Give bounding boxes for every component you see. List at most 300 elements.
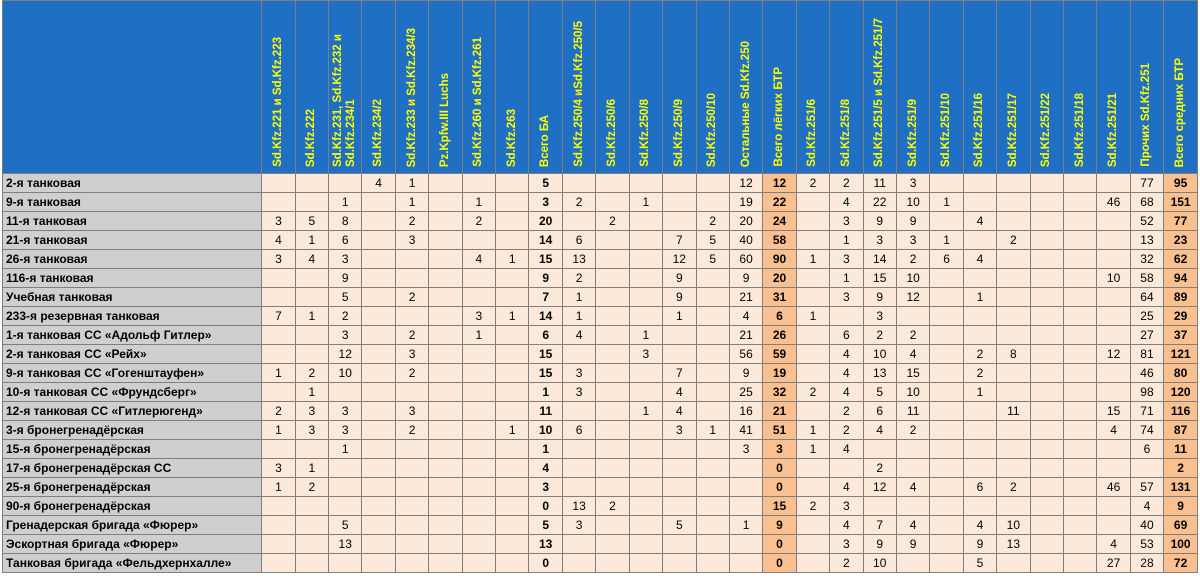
value-cell: 71: [1130, 402, 1163, 421]
value-cell: 3: [329, 250, 362, 269]
value-cell: [997, 364, 1030, 383]
value-cell: [462, 269, 495, 288]
value-cell: [930, 212, 963, 231]
value-cell: [796, 288, 829, 307]
value-cell: 1: [329, 193, 362, 212]
value-cell: [429, 478, 462, 497]
btr-distribution-table: [2, 0, 1198, 573]
value-cell: [729, 459, 762, 478]
value-cell: [1063, 516, 1096, 535]
value-cell: [629, 516, 662, 535]
column-header: [997, 1, 1030, 174]
value-cell: 1: [796, 421, 829, 440]
column-header: [796, 1, 829, 174]
value-cell: 9: [729, 269, 762, 288]
unit-name-cell: 21-я танковая: [3, 231, 262, 250]
value-cell: [796, 231, 829, 250]
value-cell: 7: [663, 231, 696, 250]
value-cell: [896, 440, 929, 459]
value-cell: [629, 307, 662, 326]
value-cell: [496, 364, 529, 383]
value-cell: [1063, 193, 1096, 212]
value-cell: [362, 288, 395, 307]
value-cell: [696, 459, 729, 478]
value-cell: 4: [896, 478, 929, 497]
value-cell: [663, 440, 696, 459]
value-cell: [1063, 383, 1096, 402]
value-cell: [1063, 326, 1096, 345]
value-cell: [629, 554, 662, 573]
value-cell: 1: [262, 478, 295, 497]
value-cell: [796, 193, 829, 212]
column-header: [596, 1, 629, 174]
value-cell: [963, 326, 996, 345]
total-cell: 20: [529, 212, 562, 231]
value-cell: [596, 421, 629, 440]
value-cell: [362, 250, 395, 269]
value-cell: [1097, 364, 1130, 383]
total-cell: 121: [1164, 345, 1198, 364]
value-cell: [997, 288, 1030, 307]
value-cell: [930, 459, 963, 478]
value-cell: 1: [395, 193, 428, 212]
value-cell: [262, 174, 295, 193]
unit-name-cell: 1-я танковая СС «Адольф Гитлер»: [3, 326, 262, 345]
value-cell: [696, 402, 729, 421]
column-header: [1097, 1, 1130, 174]
total-cell: 3: [529, 193, 562, 212]
value-cell: 1: [663, 307, 696, 326]
value-cell: [362, 554, 395, 573]
value-cell: 10: [329, 364, 362, 383]
value-cell: [429, 459, 462, 478]
value-cell: [362, 269, 395, 288]
value-cell: 1: [295, 459, 328, 478]
column-header: [1063, 1, 1096, 174]
value-cell: [1097, 383, 1130, 402]
value-cell: [262, 193, 295, 212]
total-cell: 22: [763, 193, 796, 212]
value-cell: [629, 288, 662, 307]
value-cell: 12: [1097, 345, 1130, 364]
value-cell: [596, 326, 629, 345]
value-cell: [963, 269, 996, 288]
table-row: [3, 364, 1198, 383]
value-cell: [930, 174, 963, 193]
column-header-label: Всего средних БТР: [1174, 57, 1187, 167]
value-cell: [930, 402, 963, 421]
value-cell: [295, 288, 328, 307]
value-cell: 2: [896, 326, 929, 345]
value-cell: 77: [1130, 174, 1163, 193]
value-cell: 13: [562, 250, 595, 269]
value-cell: 3: [896, 231, 929, 250]
value-cell: [629, 250, 662, 269]
value-cell: [295, 269, 328, 288]
unit-name-cell: 90-я бронегренадёрская: [3, 497, 262, 516]
value-cell: 16: [729, 402, 762, 421]
value-cell: [729, 478, 762, 497]
value-cell: [997, 193, 1030, 212]
total-cell: 58: [763, 231, 796, 250]
value-cell: 5: [663, 516, 696, 535]
value-cell: 46: [1097, 193, 1130, 212]
value-cell: 2: [796, 174, 829, 193]
value-cell: [429, 535, 462, 554]
total-cell: 15: [529, 345, 562, 364]
value-cell: 2: [262, 402, 295, 421]
total-cell: 87: [1164, 421, 1198, 440]
value-cell: 11: [863, 174, 896, 193]
value-cell: [462, 383, 495, 402]
value-cell: 4: [896, 345, 929, 364]
value-cell: [496, 174, 529, 193]
value-cell: [629, 440, 662, 459]
value-cell: [663, 497, 696, 516]
value-cell: [696, 345, 729, 364]
value-cell: [362, 402, 395, 421]
value-cell: [930, 478, 963, 497]
value-cell: 14: [863, 250, 896, 269]
column-header: [863, 1, 896, 174]
value-cell: 3: [262, 459, 295, 478]
total-cell: 4: [529, 459, 562, 478]
value-cell: 4: [729, 307, 762, 326]
value-cell: [562, 174, 595, 193]
column-header-label: Прочих Sd.Kfz.251: [1140, 63, 1153, 167]
value-cell: [1030, 174, 1063, 193]
value-cell: [997, 421, 1030, 440]
value-cell: [429, 421, 462, 440]
value-cell: [429, 250, 462, 269]
value-cell: [362, 212, 395, 231]
value-cell: [462, 231, 495, 250]
value-cell: [362, 516, 395, 535]
value-cell: [295, 174, 328, 193]
value-cell: 4: [462, 250, 495, 269]
value-cell: 9: [896, 535, 929, 554]
value-cell: 11: [997, 402, 1030, 421]
table-row: [3, 174, 1198, 193]
value-cell: [362, 459, 395, 478]
value-cell: 1: [796, 440, 829, 459]
value-cell: 10: [863, 554, 896, 573]
value-cell: [462, 459, 495, 478]
value-cell: [496, 497, 529, 516]
value-cell: 6: [329, 231, 362, 250]
value-cell: 40: [729, 231, 762, 250]
table-row: [3, 231, 1198, 250]
value-cell: 10: [1097, 269, 1130, 288]
value-cell: [1097, 307, 1130, 326]
total-cell: 26: [763, 326, 796, 345]
value-cell: 2: [295, 364, 328, 383]
value-cell: 4: [562, 326, 595, 345]
value-cell: [462, 497, 495, 516]
value-cell: 1: [963, 383, 996, 402]
column-header-label: Sd.Kfz.251/22: [1040, 92, 1053, 167]
value-cell: 3: [395, 231, 428, 250]
total-cell: 2: [1164, 459, 1198, 478]
value-cell: [462, 402, 495, 421]
value-cell: [562, 535, 595, 554]
value-cell: [930, 554, 963, 573]
value-cell: 3: [830, 212, 863, 231]
value-cell: [963, 307, 996, 326]
unit-name-cell: Эскортная бригада «Фюрер»: [3, 535, 262, 554]
total-cell: 3: [529, 478, 562, 497]
value-cell: [796, 478, 829, 497]
value-cell: 5: [696, 231, 729, 250]
value-cell: [963, 497, 996, 516]
value-cell: 5: [329, 516, 362, 535]
value-cell: [596, 174, 629, 193]
total-cell: 95: [1164, 174, 1198, 193]
value-cell: 2: [395, 421, 428, 440]
value-cell: 1: [395, 174, 428, 193]
value-cell: [696, 288, 729, 307]
value-cell: [896, 554, 929, 573]
unit-name-cell: Гренадерская бригада «Фюрер»: [3, 516, 262, 535]
value-cell: [362, 497, 395, 516]
value-cell: 2: [830, 402, 863, 421]
column-header: [329, 1, 362, 174]
table-row: [3, 307, 1198, 326]
value-cell: [262, 535, 295, 554]
column-header-label: Sd.Kfz.260 и Sd.Kfz.261: [472, 37, 485, 167]
value-cell: [1030, 459, 1063, 478]
table-row: [3, 288, 1198, 307]
value-cell: [997, 383, 1030, 402]
value-cell: 4: [830, 478, 863, 497]
value-cell: 3: [830, 497, 863, 516]
value-cell: 32: [1130, 250, 1163, 269]
total-cell: 37: [1164, 326, 1198, 345]
value-cell: 1: [262, 421, 295, 440]
value-cell: 11: [896, 402, 929, 421]
value-cell: [663, 459, 696, 478]
value-cell: [663, 212, 696, 231]
table-row: [3, 440, 1198, 459]
value-cell: [796, 364, 829, 383]
column-header: [696, 1, 729, 174]
value-cell: 52: [1130, 212, 1163, 231]
value-cell: 6: [562, 421, 595, 440]
table-row: [3, 421, 1198, 440]
value-cell: 4: [830, 345, 863, 364]
value-cell: 2: [863, 459, 896, 478]
value-cell: 1: [295, 231, 328, 250]
value-cell: [830, 459, 863, 478]
value-cell: [1063, 478, 1096, 497]
value-cell: [830, 307, 863, 326]
total-cell: 15: [529, 250, 562, 269]
value-cell: 4: [830, 440, 863, 459]
column-header: [295, 1, 328, 174]
value-cell: 1: [729, 516, 762, 535]
value-cell: 15: [1097, 402, 1130, 421]
value-cell: [596, 193, 629, 212]
value-cell: 1: [629, 402, 662, 421]
value-cell: 27: [1097, 554, 1130, 573]
total-cell: 32: [763, 383, 796, 402]
value-cell: 4: [295, 250, 328, 269]
value-cell: [896, 497, 929, 516]
total-cell: 1: [529, 440, 562, 459]
total-cell: 0: [763, 459, 796, 478]
value-cell: [562, 459, 595, 478]
value-cell: 12: [863, 478, 896, 497]
column-header: [763, 1, 796, 174]
value-cell: [1097, 288, 1130, 307]
column-header-label: Sd.Kfz.250/10: [706, 92, 719, 167]
value-cell: 4: [896, 516, 929, 535]
value-cell: [997, 174, 1030, 193]
value-cell: [429, 440, 462, 459]
value-cell: [496, 231, 529, 250]
value-cell: 2: [462, 212, 495, 231]
value-cell: 19: [729, 193, 762, 212]
value-cell: [295, 554, 328, 573]
value-cell: 28: [1130, 554, 1163, 573]
total-cell: 14: [529, 307, 562, 326]
value-cell: 3: [863, 231, 896, 250]
value-cell: [863, 440, 896, 459]
total-cell: 14: [529, 231, 562, 250]
value-cell: [362, 364, 395, 383]
total-cell: 90: [763, 250, 796, 269]
value-cell: [429, 364, 462, 383]
column-header: [529, 1, 562, 174]
unit-name-cell: 26-я танковая: [3, 250, 262, 269]
value-cell: 3: [729, 440, 762, 459]
value-cell: [562, 478, 595, 497]
value-cell: 3: [395, 402, 428, 421]
table-row: [3, 326, 1198, 345]
value-cell: 9: [729, 364, 762, 383]
value-cell: 1: [496, 421, 529, 440]
value-cell: [496, 459, 529, 478]
column-header: [395, 1, 428, 174]
value-cell: 6: [830, 326, 863, 345]
value-cell: [796, 459, 829, 478]
value-cell: [596, 307, 629, 326]
value-cell: 12: [663, 250, 696, 269]
corner-header-cell: [3, 1, 262, 174]
value-cell: 60: [729, 250, 762, 269]
total-cell: 62: [1164, 250, 1198, 269]
value-cell: 2: [696, 212, 729, 231]
table-row: [3, 193, 1198, 212]
value-cell: 1: [295, 383, 328, 402]
total-cell: 80: [1164, 364, 1198, 383]
value-cell: 7: [663, 364, 696, 383]
value-cell: [1030, 231, 1063, 250]
value-cell: 9: [863, 212, 896, 231]
value-cell: [663, 174, 696, 193]
unit-name-cell: 15-я бронегренадёрская: [3, 440, 262, 459]
value-cell: 40: [1130, 516, 1163, 535]
value-cell: 81: [1130, 345, 1163, 364]
table-row: [3, 212, 1198, 231]
value-cell: [395, 269, 428, 288]
value-cell: 9: [663, 288, 696, 307]
column-header-label: Sd.Kfz.263: [505, 108, 518, 167]
value-cell: [395, 440, 428, 459]
total-cell: 100: [1164, 535, 1198, 554]
table-row: [3, 535, 1198, 554]
value-cell: [997, 269, 1030, 288]
column-header-label: Pz.Kpfw.III Luchs: [438, 72, 451, 167]
value-cell: [1063, 288, 1096, 307]
value-cell: [462, 174, 495, 193]
value-cell: [1030, 554, 1063, 573]
total-cell: 72: [1164, 554, 1198, 573]
value-cell: [429, 174, 462, 193]
value-cell: 3: [863, 307, 896, 326]
value-cell: [262, 497, 295, 516]
column-header-label: Sd.Kfz.251/6: [806, 99, 819, 167]
value-cell: [1097, 231, 1130, 250]
value-cell: 1: [796, 307, 829, 326]
value-cell: [796, 535, 829, 554]
value-cell: 6: [930, 250, 963, 269]
total-cell: 5: [529, 174, 562, 193]
value-cell: 4: [863, 421, 896, 440]
value-cell: [1097, 174, 1130, 193]
unit-name-cell: 11-я танковая: [3, 212, 262, 231]
value-cell: [496, 516, 529, 535]
value-cell: [696, 497, 729, 516]
value-cell: [796, 554, 829, 573]
total-cell: 0: [529, 554, 562, 573]
value-cell: 1: [496, 250, 529, 269]
value-cell: [429, 497, 462, 516]
value-cell: [629, 231, 662, 250]
value-cell: [329, 383, 362, 402]
value-cell: 1: [696, 421, 729, 440]
value-cell: 6: [863, 402, 896, 421]
value-cell: 13: [863, 364, 896, 383]
value-cell: 2: [596, 497, 629, 516]
value-cell: [796, 269, 829, 288]
unit-name-cell: 17-я бронегренадёрская СС: [3, 459, 262, 478]
column-header: [729, 1, 762, 174]
value-cell: [429, 212, 462, 231]
value-cell: [596, 288, 629, 307]
value-cell: [395, 250, 428, 269]
value-cell: 1: [796, 250, 829, 269]
value-cell: 2: [896, 421, 929, 440]
table-row: [3, 383, 1198, 402]
value-cell: [796, 345, 829, 364]
value-cell: [997, 212, 1030, 231]
value-cell: [930, 516, 963, 535]
value-cell: 15: [896, 364, 929, 383]
value-cell: 3: [830, 250, 863, 269]
unit-name-cell: Танковая бригада «Фельдхернхалле»: [3, 554, 262, 573]
value-cell: 68: [1130, 193, 1163, 212]
value-cell: 1: [930, 231, 963, 250]
value-cell: [362, 383, 395, 402]
value-cell: [930, 307, 963, 326]
value-cell: [395, 516, 428, 535]
table-row: [3, 516, 1198, 535]
value-cell: 7: [262, 307, 295, 326]
value-cell: [1063, 459, 1096, 478]
value-cell: [1063, 307, 1096, 326]
value-cell: 15: [863, 269, 896, 288]
